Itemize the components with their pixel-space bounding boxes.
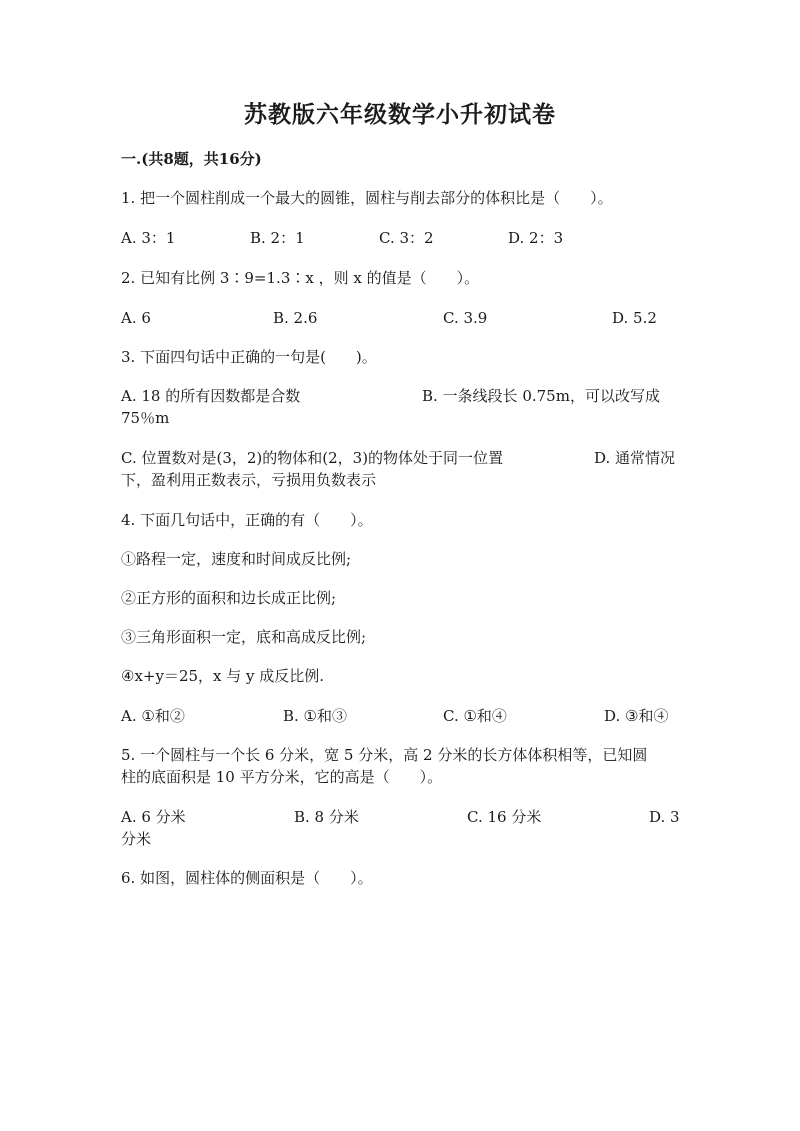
question-4-statement-4: ④x+y＝25，x 与 y 成反比例. bbox=[121, 667, 325, 685]
question-3-stem: 3. 下面四句话中正确的一句是( )。 bbox=[121, 348, 377, 366]
question-3-option-a: A. 18 的所有因数都是合数 bbox=[121, 387, 301, 405]
question-4-statement-1: ①路程一定，速度和时间成反比例; bbox=[121, 550, 352, 568]
question-2-option-c: C. 3.9 bbox=[443, 309, 488, 327]
question-6-stem: 6. 如图，圆柱体的侧面积是（ ）。 bbox=[121, 869, 373, 887]
question-1-option-b: B. 2：1 bbox=[250, 229, 305, 247]
question-1-option-c: C. 3：2 bbox=[379, 229, 434, 247]
question-2-stem: 2. 已知有比例 3∶9=1.3∶x ，则 x 的值是（ ）。 bbox=[121, 269, 480, 287]
question-2-option-d: D. 5.2 bbox=[612, 309, 657, 327]
question-5-option-c: C. 16 分米 bbox=[467, 808, 542, 826]
question-3-option-d: D. 通常情况 bbox=[594, 449, 676, 467]
question-1-stem: 1. 把一个圆柱削成一个最大的圆锥，圆柱与削去部分的体积比是（ ）。 bbox=[121, 189, 613, 207]
question-3-option-c: C. 位置数对是(3，2)的物体和(2，3)的物体处于同一位置 bbox=[121, 449, 504, 467]
question-4-option-a: A. ①和② bbox=[121, 707, 185, 725]
question-4-option-d: D. ③和④ bbox=[604, 707, 669, 725]
question-5-option-b: B. 8 分米 bbox=[294, 808, 359, 826]
question-3-option-b: B. 一条线段长 0.75m，可以改写成 bbox=[422, 387, 660, 405]
question-3-option-d-cont: 下，盈利用正数表示，亏损用负数表示 bbox=[121, 471, 377, 489]
question-4-statement-3: ③三角形面积一定，底和高成反比例; bbox=[121, 628, 367, 646]
question-1-option-a: A. 3：1 bbox=[121, 229, 176, 247]
question-5-stem-cont: 柱的底面积是 10 平方分米，它的高是（ ）。 bbox=[121, 768, 443, 786]
question-4-stem: 4. 下面几句话中，正确的有（ ）。 bbox=[121, 511, 373, 529]
question-4-statement-2: ②正方形的面积和边长成正比例; bbox=[121, 589, 337, 607]
question-2-option-b: B. 2.6 bbox=[273, 309, 318, 327]
question-2-option-a: A. 6 bbox=[121, 309, 151, 327]
question-5-option-d-cont: 分米 bbox=[121, 830, 152, 848]
question-4-option-b: B. ①和③ bbox=[283, 707, 348, 725]
question-1-option-d: D. 2：3 bbox=[508, 229, 564, 247]
section-heading: 一.(共8题，共16分) bbox=[121, 150, 262, 168]
question-5-option-d: D. 3 bbox=[649, 808, 680, 826]
page-title: 苏教版六年级数学小升初试卷 bbox=[244, 101, 556, 128]
question-3-option-b-cont: 75％m bbox=[121, 409, 170, 427]
question-4-option-c: C. ①和④ bbox=[443, 707, 507, 725]
question-5-option-a: A. 6 分米 bbox=[121, 808, 186, 826]
question-5-stem: 5. 一个圆柱与一个长 6 分米，宽 5 分米，高 2 分米的长方体体积相等，已知圆 bbox=[121, 746, 648, 764]
